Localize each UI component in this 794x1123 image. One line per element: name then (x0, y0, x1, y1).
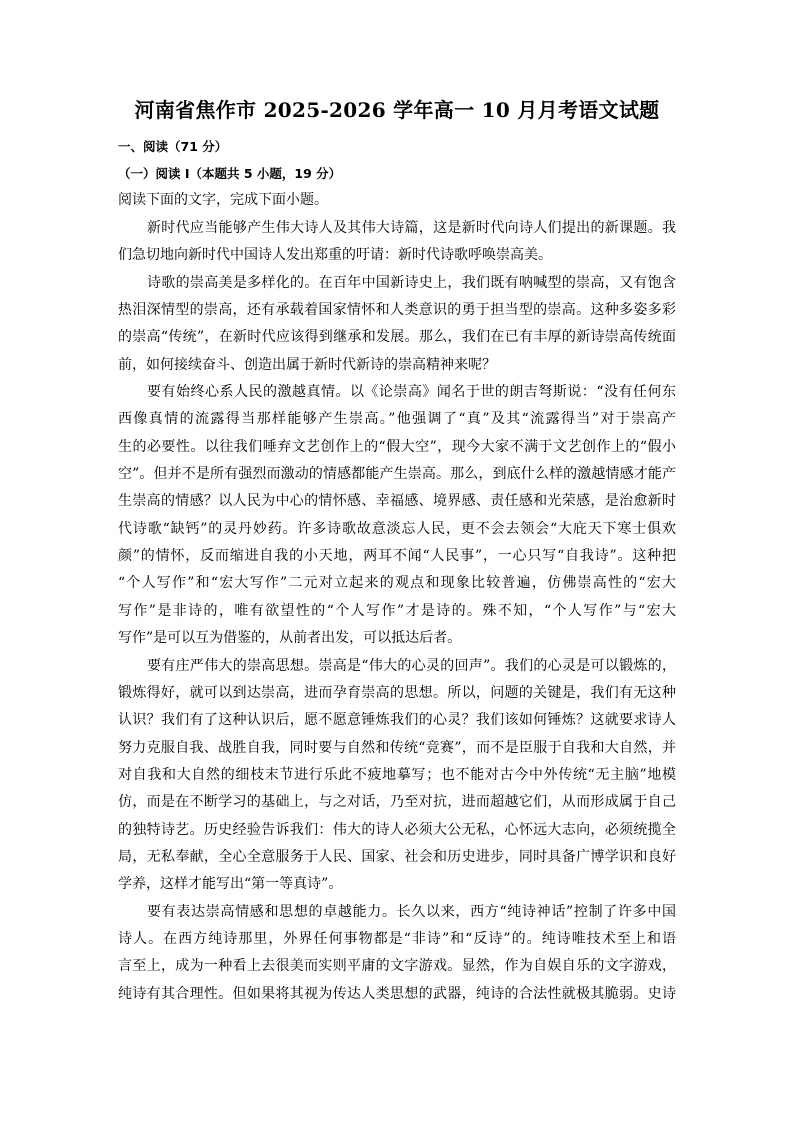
paragraph-4 (118, 653, 676, 899)
paragraph-line: 的崇高“传统”，在新时代应该得到继承和发展。那么，我们在已有丰厚的新诗崇高传统面 (118, 329, 676, 346)
paragraph-line: 西像真情的流露得当那样能够产生崇高。”他强调了“真”及其“流露得当”对于崇高产 (118, 411, 676, 428)
paragraph-line: 们急切地向新时代中国诗人发出郑重的吁请：新时代诗歌呼唤崇高美。 (118, 247, 552, 264)
paragraph-1 (118, 215, 676, 270)
paragraph-line: 学养，这样才能写出“第一等真诗”。 (118, 876, 343, 893)
paragraph-line: 言至上，成为一种看上去很美而实则平庸的文字游戏。显然，作为自娱自乐的文字游戏， (118, 958, 676, 975)
paragraph-line: “个人写作”和“宏大写作”二元对立起来的观点和现象比较普遍，仿佛崇高性的“宏大 (118, 575, 676, 592)
paragraph-line: 颜”的情怀，反而缩进自我的小天地，两耳不闻“人民事”，一心只写“自我诗”。这种把 (118, 548, 676, 565)
paragraph-2 (118, 270, 676, 379)
paragraph-line: 局，无私奉献，全心全意服务于人民、国家、社会和历史进步，同时具备广博学识和良好 (118, 848, 676, 865)
paragraph-line: 诗歌的崇高美是多样化的。在百年中国新诗史上，我们既有呐喊型的崇高，又有饱含 (147, 274, 676, 291)
instruction-text: 阅读下面的文字，完成下面小题。 (118, 192, 328, 208)
paragraph-line: 生的必要性。以往我们唾弃文艺创作上的“假大空”，现今大家不满于文艺创作上的“假小 (118, 438, 676, 455)
paragraph-line: 认识？我们有了这种认识后，愿不愿意锤炼我们的心灵？我们该如何锤炼？这就要求诗人 (118, 712, 676, 729)
subsection-heading: （一）阅读 I（本题共 5 小题，19 分） (118, 166, 342, 181)
paragraph-line: 要有始终心系人民的激越真情。以《论崇高》闻名于世的朗吉弩斯说：“没有任何东 (147, 384, 676, 401)
paragraph-line: 纯诗有其合理性。但如果将其视为传达人类思想的武器，纯诗的合法性就极其脆弱。史诗 (118, 985, 676, 1002)
paragraph-line: 前，如何接续奋斗、创造出属于新时代新诗的崇高精神来呢？ (118, 356, 496, 373)
paragraph-line: 热泪深情型的崇高，还有承载着国家情怀和人类意识的勇于担当型的崇高。这种多姿多彩 (118, 302, 676, 319)
paragraph-line: 锻炼得好，就可以到达崇高，进而孕育崇高的思想。所以，问题的关键是，我们有无这种 (118, 684, 676, 701)
section-heading: 一、阅读（71 分） (118, 139, 228, 154)
paragraph-3 (118, 379, 676, 652)
paragraph-line: 生崇高的情感？以人民为中心的情怀感、幸福感、境界感、责任感和光荣感，是治愈新时 (118, 493, 676, 510)
reading-passage (118, 215, 676, 1008)
paragraph-line: 空”。但并不是所有强烈而激动的情感都能产生崇高。那么，到底什么样的激越情感才能产 (118, 466, 676, 483)
paragraph-line: 仿，而是在不断学习的基础上，与之对话，乃至对抗，进而超越它们，从而形成属于自己 (118, 794, 676, 811)
document-title: 河南省焦作市 2025-2026 学年高一 10 月月考语文试题 (134, 98, 660, 122)
paragraph-line: 要有庄严伟大的崇高思想。崇高是“伟大的心灵的回声”。我们的心灵是可以锻炼的， (147, 657, 676, 674)
paragraph-line: 新时代应当能够产生伟大诗人及其伟大诗篇，这是新时代向诗人们提出的新课题。我 (147, 220, 676, 236)
paragraph-line: 要有表达崇高情感和思想的卓越能力。长久以来，西方“纯诗神话”控制了许多中国 (147, 903, 676, 920)
paragraph-line: 的独特诗艺。历史经验告诉我们：伟大的诗人必须大公无私，心怀远大志向，必须统揽全 (118, 821, 676, 838)
paragraph-5 (118, 899, 676, 1008)
paragraph-line: 写作”是可以互为借鉴的，从前者出发，可以抵达后者。 (118, 630, 462, 647)
paragraph-line: 努力克服自我、战胜自我，同时要与自然和传统“竞赛”，而不是臣服于自我和大自然，并 (118, 739, 676, 756)
paragraph-line: 对自我和大自然的细枝末节进行乐此不疲地摹写；也不能对古今中外传统“无主脑”地模 (118, 766, 676, 783)
paragraph-line: 写作”是非诗的，唯有欲望性的“个人写作”才是诗的。殊不知，“个人写作”与“宏大 (118, 602, 676, 619)
paragraph-line: 代诗歌“缺钙”的灵丹妙药。许多诗歌故意淡忘人民，更不会去领会“大庇天下寒士俱欢 (118, 520, 676, 537)
paragraph-line: 诗人。在西方纯诗那里，外界任何事物都是“非诗”和“反诗”的。纯诗唯技术至上和语 (118, 930, 676, 947)
